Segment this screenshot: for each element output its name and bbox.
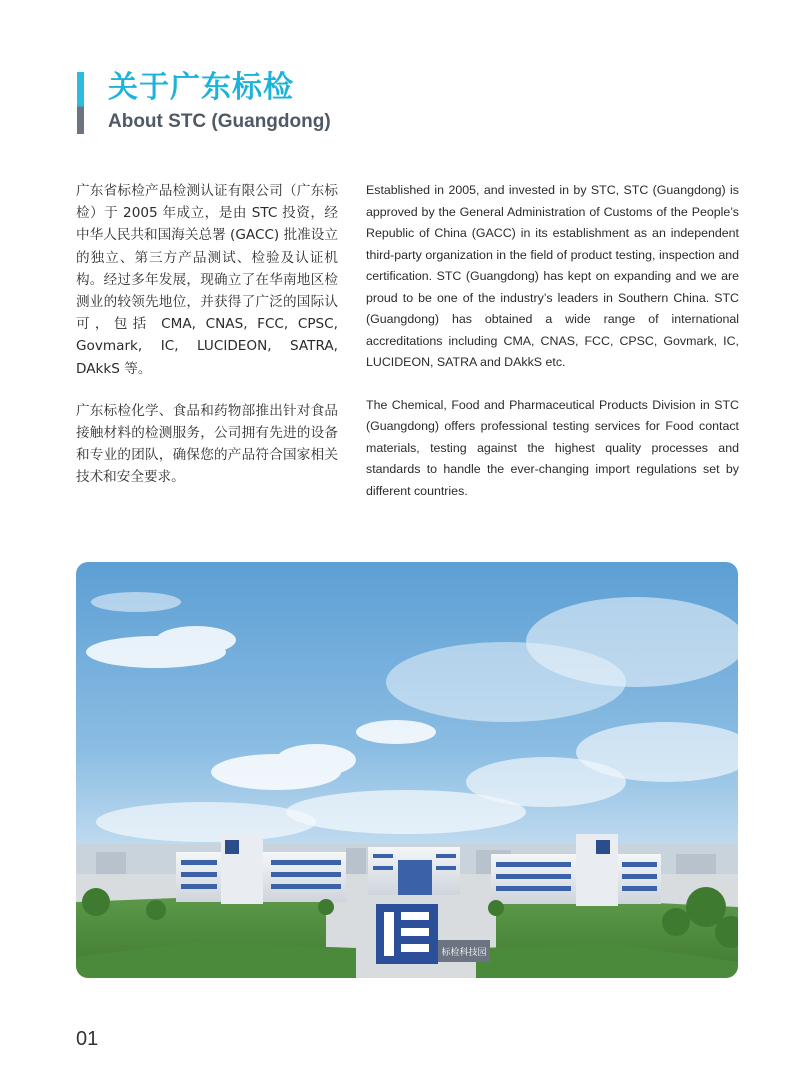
page-title-english: About STC (Guangdong) [108, 111, 331, 132]
title-accent-bar [77, 72, 84, 134]
chinese-paragraph-2: 广东标检化学、食品和药物部推出针对食品接触材料的检测服务，公司拥有先进的设备和专业的团队，确保您的产品符合国家相关技术和安全要求。 [76, 402, 338, 486]
english-text-column [366, 180, 739, 523]
english-paragraph-1: Established in 2005, and invested in by STC, STC (Guangdong) is approved by the General Administration of Customs of the People’s Republic of China (GACC) in its establishment as an independent third-party organization in the field of product testing, inspection and certification. STC (Guangdong) has kept on expanding and we are proud to be one of the industry’s leaders in Southern China. STC (Guangdong) has obtained a wide range of international accreditations including CMA, CNAS, FCC, CPSC, Govmark, IC, LUCIDEON, SATRA and DAkkS etc. [366, 183, 739, 369]
page-number: 01 [76, 1028, 99, 1050]
english-paragraph-2: The Chemical, Food and Pharmaceutical Products Division in STC (Guangdong) offers professional testing services for Food contact materials, testing against the highest quality processes and standards to handle the ever-changing import regulations set by different countries. [366, 397, 739, 498]
center-building [368, 847, 460, 895]
chinese-text-column [76, 180, 338, 509]
page-title-chinese: 关于广东标检 [108, 70, 294, 105]
gate-sign-text: 标检科技园 [441, 948, 487, 958]
chinese-paragraph-1: 广东省标检产品检测认证有限公司（广东标检）于 2005 年成立，是由 STC 投资，经中华人民共和国海关总署 (GACC) 批准设立的独立、第三方产品测试、检验及认证机构。经过多年发展，现确立了在华南地区检测业的较领先地位，并获得了广泛的国际认可，包括 CMA, CNAS, FCC, CPSC, Govmark, IC, LUCIDEON, SATRA, DAkkS 等。 [76, 183, 338, 377]
campus-aerial-photo [76, 562, 738, 978]
